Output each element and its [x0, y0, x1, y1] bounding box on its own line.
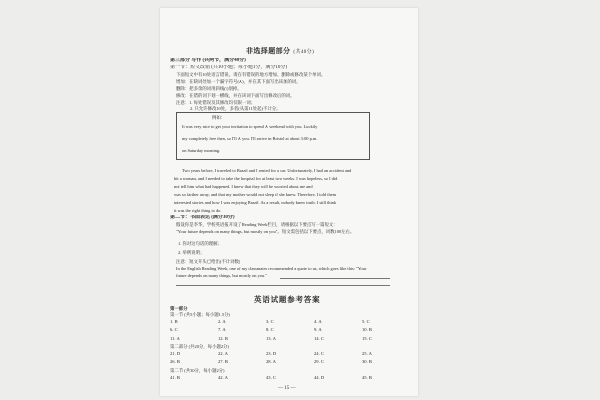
- passage-line: interested stories and how I was enjoying Brazil. As a result, nobody knew truth. I still think: [174, 200, 337, 205]
- answer-group-2: [170, 350, 410, 367]
- answer-row: 6. C 7. A 8. C 9. A 10. B: [170, 327, 372, 333]
- answer-line: [280, 278, 390, 279]
- answer-group-1: [170, 318, 410, 343]
- part1-sec1-label: 第一节 (共5小题；每小题1.5分): [170, 312, 231, 317]
- part2-sec-label: 第二节 (共30分，每小题2分): [170, 368, 225, 373]
- instruction-line: 注意：1. 每处错误及其修改均仅限一词；: [176, 100, 256, 105]
- exam-page: [160, 8, 418, 396]
- passage-line: it was the right thing to do.: [174, 208, 222, 213]
- part2-label: 第二部分 (共20分，每小题2分): [170, 344, 229, 349]
- section3-sec2-title: 第二节：书面表达 (满分30分): [170, 215, 235, 220]
- instruction-line: 增加：在缺词处加一个漏字符号(∧)，并在其下面写出该加的词。: [176, 79, 301, 84]
- answer-row: 11. A 12. B 13. A 14. C 15. C: [170, 335, 372, 341]
- part-title: 非选择题部分 (共40分): [246, 47, 315, 55]
- answer-row: 1. B 2. A 3. C 4. A 5. C: [170, 319, 370, 324]
- section3-title: 第三部分 写作 (共两节，满分40分): [170, 58, 246, 63]
- page-number: — 15 —: [278, 386, 296, 391]
- example-line: my completely free then, so I'll ∧ you. I'll arrive in Bristol at about 3:00 p.m.: [182, 136, 318, 141]
- example-label: 例如：: [212, 115, 226, 120]
- passage-line: was so farther away, and that my mother would not sleep if she knew. Therefore, I told them: [174, 192, 336, 197]
- sec2-point: 1. 你对这句话的理解；: [178, 241, 222, 246]
- section3-sec1: 第一节：短文改错 (共10小题；每小题1分，满分10分): [170, 65, 288, 70]
- example-line: on Saturday morning.: [182, 148, 221, 153]
- sec2-start: future depends on many things, but mostly on you.": [176, 273, 268, 278]
- sec2-start: In the English Reading Week, one of my classmates recommended a quote to us, which goes like this: "Your: [176, 266, 367, 271]
- instruction-line: 删除：把多余的词用斜线(\)划掉。: [176, 86, 242, 91]
- answer-row: 26. B 27. B 28. A 29. C 30. B: [170, 359, 372, 365]
- passage-line: not tell him what had happened. I knew that they will be worried about me and: [174, 184, 313, 189]
- answer-group-3: [170, 374, 410, 382]
- sec2-point: 2. 举例说明；: [178, 250, 205, 255]
- answer-row: 21. D 22. A 23. D 24. C 25. A: [170, 351, 372, 356]
- example-line: It was very nice to get your invitation to spend ∧ weekend with you. Luckily: [182, 124, 318, 129]
- instruction-line: 下面短文中有10处语言错误。请在有错误的地方增加、删除或修改某个单词。: [176, 72, 326, 77]
- instruction-line: 修改：在错的词下划一横线，并在该词下面写出修改后的词。: [176, 93, 295, 98]
- answers-title: 英语试题参考答案: [254, 295, 321, 304]
- part1-label: 第一部分: [170, 306, 188, 311]
- answer-line: [176, 285, 390, 286]
- sec2-line: "Your future depends on many things, but mostly on you"。短文需包括以下要点，词数100左右。: [176, 229, 355, 234]
- passage-line: hit a woman, and I needed to take the hospital for at least two weeks. I was hopeless, so I did: [174, 176, 338, 181]
- passage-line: Two years before, I traveled to Brazil and I rented for a car. Unfortunately, I had an accident and: [182, 168, 352, 173]
- sec2-line: 假设你是李华，学校英语报开设了Reading Week栏目，请根据以下要点写一篇短文：: [176, 222, 338, 227]
- answer-row: 41. B 42. A 43. C 44. D 45. B: [170, 375, 372, 380]
- instruction-line: 2. 只允许修改10处，多者(从第11处起)不计分。: [190, 106, 281, 111]
- sec2-note: 注意：短文开头已给出(不计词数): [176, 259, 241, 264]
